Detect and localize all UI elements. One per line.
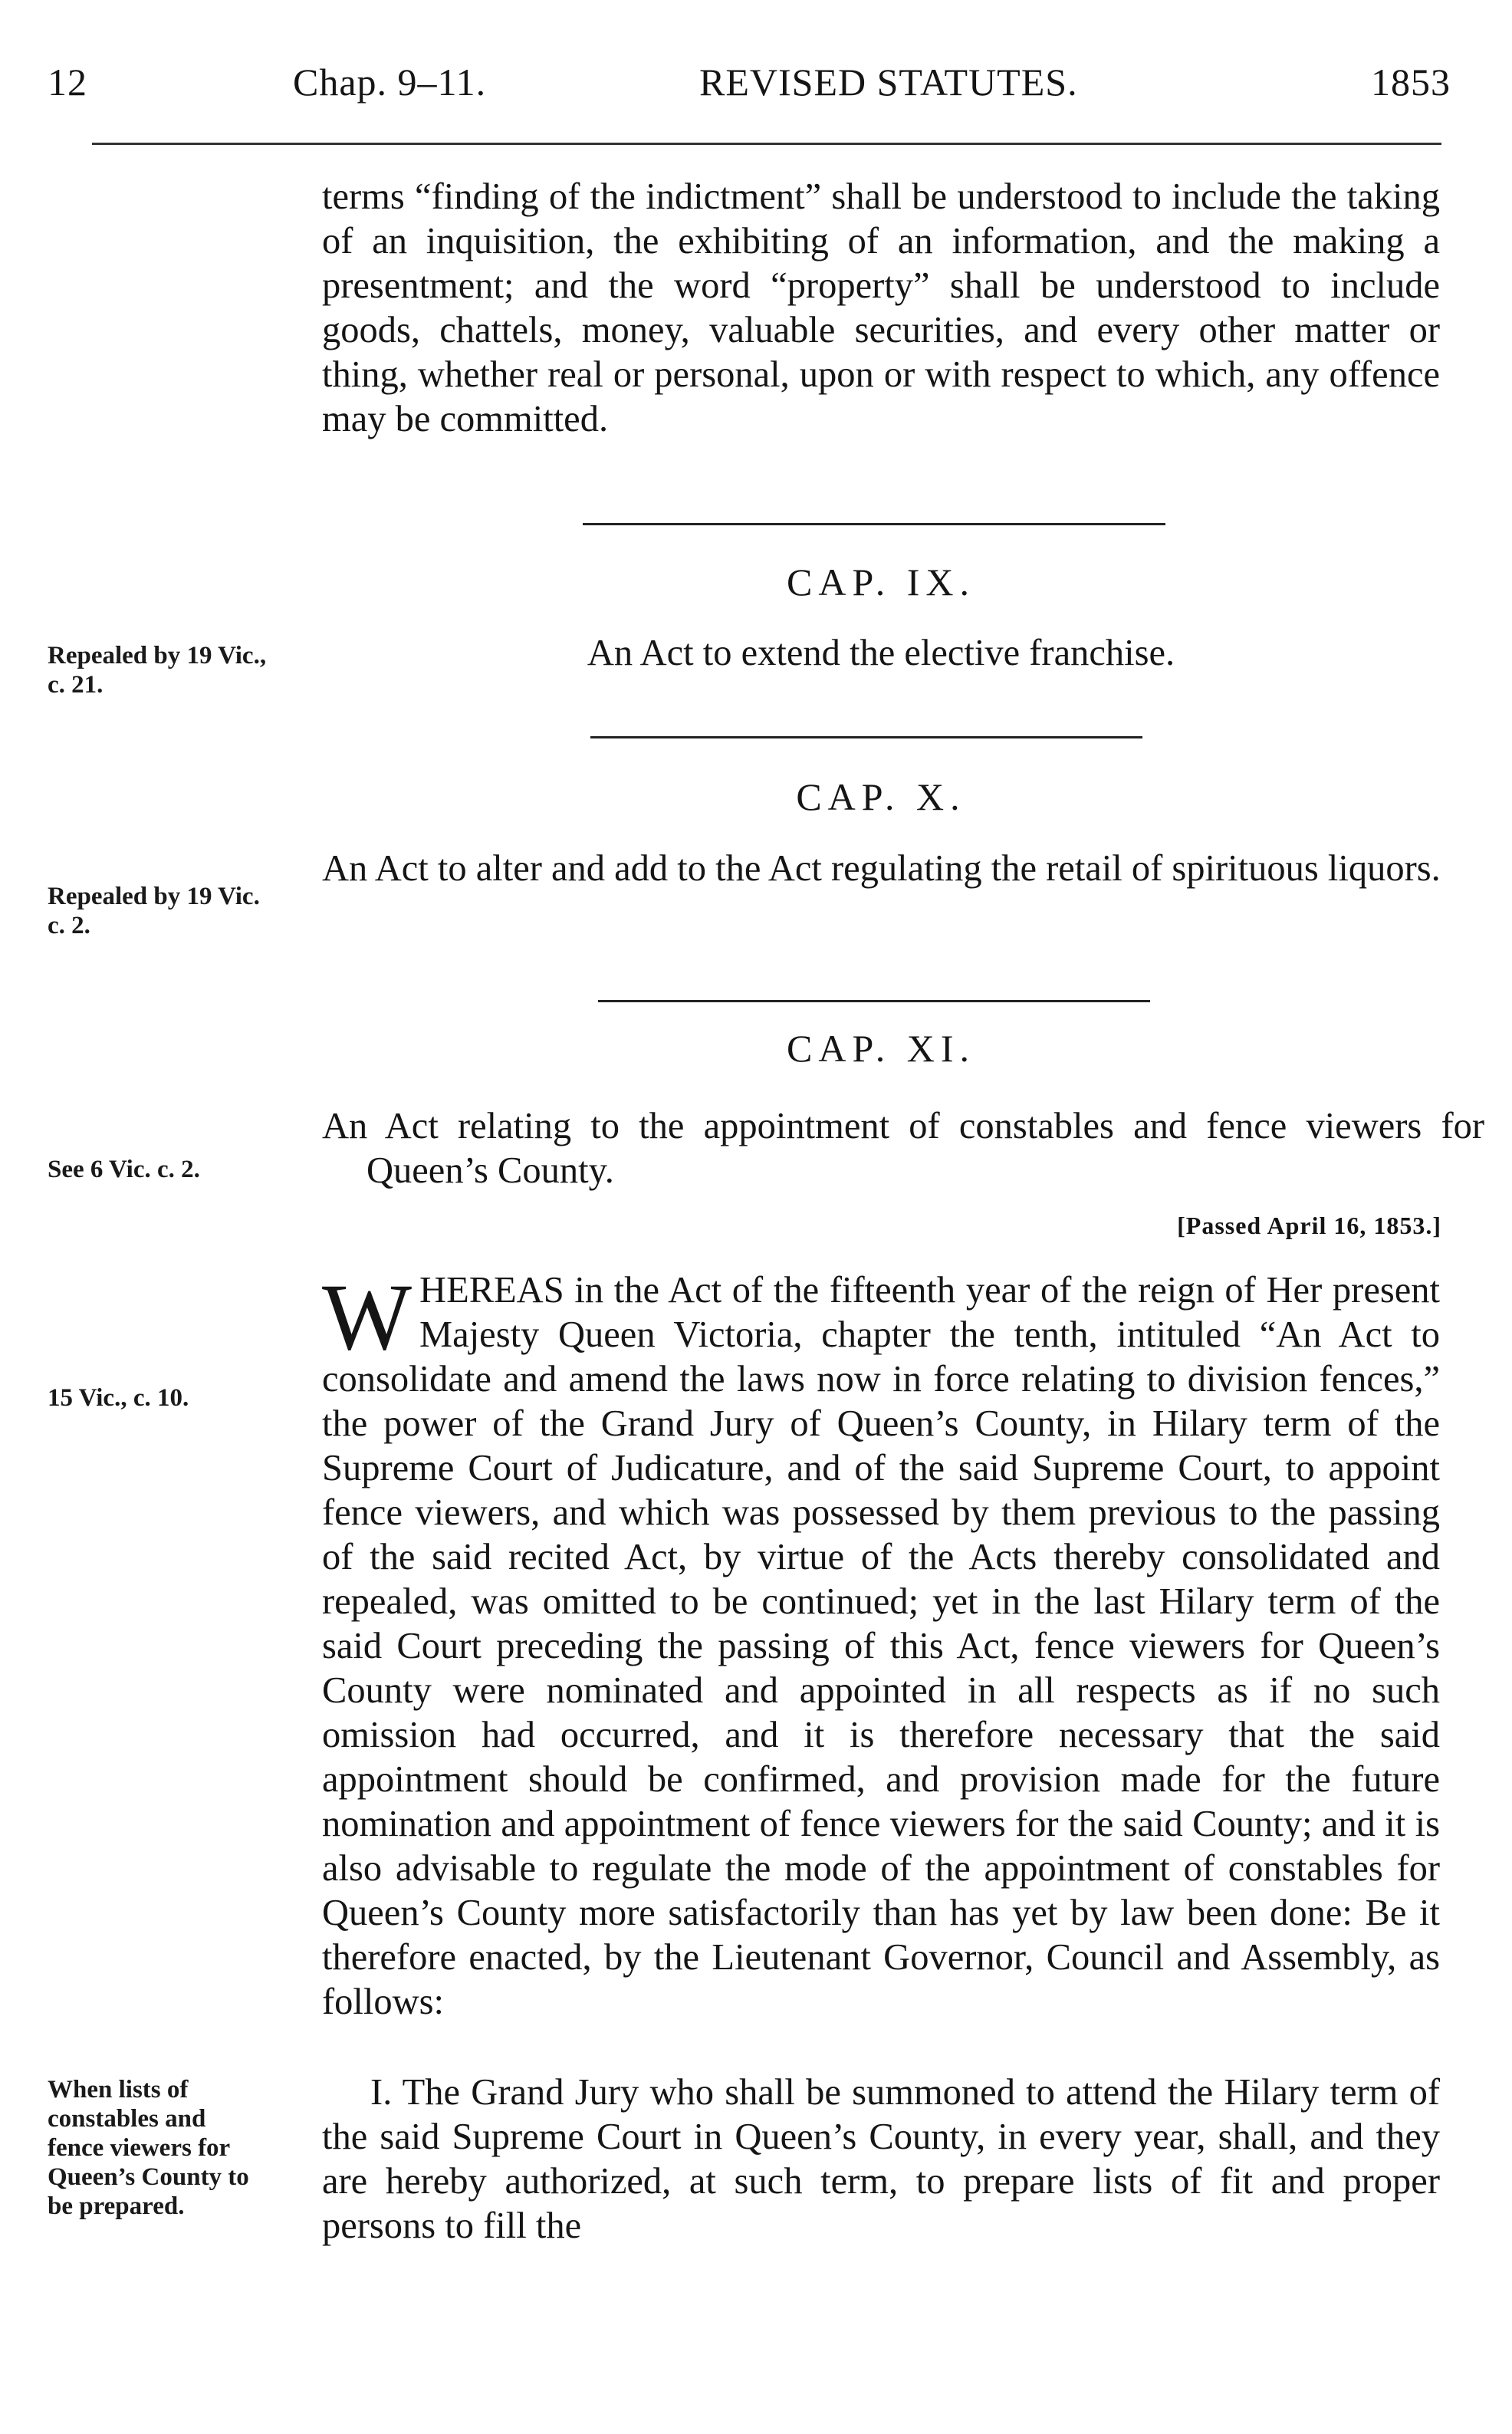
- cap-ix-heading: CAP. IX.: [787, 561, 975, 604]
- passed-date: [Passed April 16, 1853.]: [1177, 1212, 1441, 1239]
- running-title: REVISED STATUTES.: [699, 61, 1078, 104]
- section-divider-1: [583, 523, 1165, 525]
- section-divider-3: [598, 1000, 1150, 1002]
- page-number: 12: [48, 61, 87, 104]
- cap-xi-margin-note: See 6 Vic. c. 2.: [48, 1156, 200, 1183]
- drop-capital: W: [322, 1265, 413, 1370]
- continuation-paragraph: [322, 175, 1440, 442]
- cap-x-margin-note: Repealed by 19 Vic. c. 2.: [48, 883, 260, 939]
- cap-x-title: An Act to alter and add to the Act regulating the retail of spirituous liquors.: [322, 848, 1441, 889]
- section-divider-2: [590, 736, 1142, 738]
- preamble-paragraph: [322, 1265, 1440, 2024]
- section-1-paragraph: [322, 2071, 1440, 2248]
- preamble-text: HEREAS in the Act of the fifteenth year of the reign of Her present Majesty Queen Victoria, chapter the tenth, intituled “An Act to consolidate and amend the laws now in force relating to division fences,” the power of the Grand Jury of Queen’s County, in Hilary term of the Supreme Court of Judicature, and of the said Supreme Court, to appoint fence viewers, and which was possessed by them previous to the passing of the said recited Act, by virtue of the Acts thereby consolidated and repealed, was omitted to be continued; yet in the last Hilary term of the said Court preceding the passing of this Act, fence viewers for Queen’s County were nominated and appointed in all respects as if no such omission had occurred, and it is therefore necessary that the said appointment should be confirmed, and provision made for the future nomination and appointment of fence viewers for the said County; and it is also advisable to regulate the mode of the appointment of constables for Queen’s County more satisfactorily than has yet by law been done: Be it therefore enacted, by the Lieutenant Governor, Council and Assembly, as follows:: [322, 1270, 1440, 2022]
- cap-xi-title: An Act relating to the appointment of constables and fence viewers for Queen’s County.: [322, 1106, 1484, 1191]
- chapter-reference: Chap. 9–11.: [293, 61, 487, 104]
- continuation-text: terms “finding of the indictment” shall be understood to include the taking of an inquisition, the exhibiting of an information, and the making a presentment; and the word “property” shall be understood to include goods, chattels, money, valuable securities, and every other matter or thing, whether real or personal, upon or with respect to which, any offence may be committed.: [322, 176, 1440, 439]
- section-1-margin-note: When lists of constables and fence viewers for Queen’s County to be prepared.: [48, 2076, 249, 2220]
- cap-xi-heading: CAP. XI.: [787, 1027, 975, 1070]
- cap-ix-margin-note: Repealed by 19 Vic., c. 21.: [48, 642, 267, 699]
- cap-ix-title: An Act to extend the elective franchise.: [587, 633, 1175, 673]
- preamble-margin-note: 15 Vic., c. 10.: [48, 1384, 189, 1412]
- cap-x-heading: CAP. X.: [796, 775, 966, 818]
- header-year: 1853: [1371, 61, 1451, 104]
- preamble-body: [322, 1265, 1440, 2024]
- header-rule: [92, 143, 1441, 145]
- running-header: [48, 60, 1451, 113]
- section-1-text: I. The Grand Jury who shall be summoned to attend the Hilary term of the said Supreme Court in Queen’s County, in every year, shall, and they are hereby authorized, at such term, to prepare lists of fit and proper persons to fill the: [322, 2072, 1440, 2246]
